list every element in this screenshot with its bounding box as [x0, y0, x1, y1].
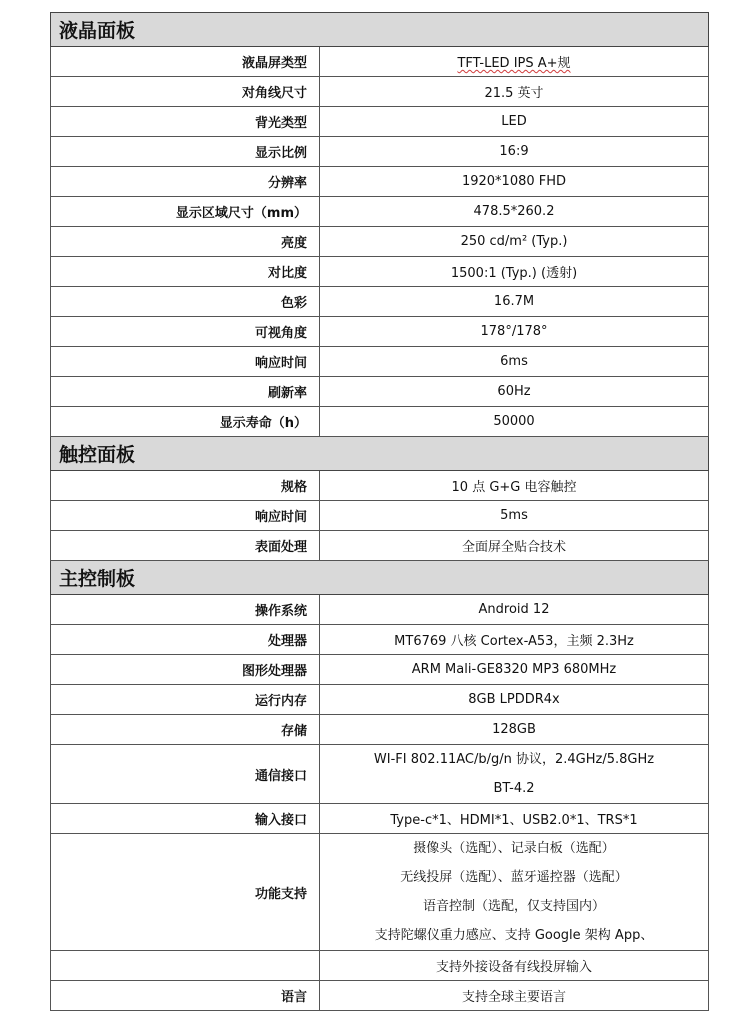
spec-label: 表面处理	[51, 531, 320, 561]
spec-value: MT6769 八核 Cortex-A53，主频 2.3Hz	[320, 625, 709, 655]
spec-label: 显示比例	[51, 137, 320, 167]
spec-row	[51, 167, 709, 197]
spec-label: 处理器	[51, 625, 320, 655]
spec-value: 16.7M	[320, 287, 709, 317]
spec-row	[51, 685, 709, 715]
spec-value-line: 摄像头（选配）、记录白板（选配）	[413, 841, 615, 856]
spec-value	[320, 745, 709, 804]
spec-value: 50000	[320, 407, 709, 437]
spec-row	[51, 317, 709, 347]
spec-value: 16:9	[320, 137, 709, 167]
spec-value: 250 cd/m² (Typ.)	[320, 227, 709, 257]
spec-row	[51, 595, 709, 625]
spec-label: 对角线尺寸	[51, 77, 320, 107]
spec-label: 刷新率	[51, 377, 320, 407]
spec-row	[51, 804, 709, 834]
spec-row	[51, 625, 709, 655]
spec-value: 8GB LPDDR4x	[320, 685, 709, 715]
spec-row	[51, 951, 709, 981]
spec-row	[51, 107, 709, 137]
spec-label: 色彩	[51, 287, 320, 317]
spec-label: 背光类型	[51, 107, 320, 137]
spec-label	[51, 951, 320, 981]
spec-value-line: 语音控制（选配，仅支持国内）	[423, 899, 606, 914]
spec-value: Type-c*1、HDMI*1、USB2.0*1、TRS*1	[320, 804, 709, 834]
spec-value: 支持全球主要语言	[320, 981, 709, 1011]
spec-row	[51, 47, 709, 77]
spec-row	[51, 745, 709, 804]
spec-label: 操作系统	[51, 595, 320, 625]
spec-value: 60Hz	[320, 377, 709, 407]
spec-row	[51, 347, 709, 377]
spec-label: 显示区域尺寸（mm）	[51, 197, 320, 227]
spec-label: 响应时间	[51, 501, 320, 531]
spec-label: 亮度	[51, 227, 320, 257]
spec-value-line: WI-FI 802.11AC/b/g/n 协议，2.4GHz/5.8GHz	[373, 752, 655, 767]
spec-row	[51, 197, 709, 227]
spec-value: 1920*1080 FHD	[320, 167, 709, 197]
spec-label: 分辨率	[51, 167, 320, 197]
spec-label: 对比度	[51, 257, 320, 287]
spec-value: ARM Mali-GE8320 MP3 680MHz	[320, 655, 709, 685]
spec-table	[50, 12, 709, 1011]
section-title: 触控面板	[51, 437, 709, 471]
spec-label: 语言	[51, 981, 320, 1011]
spec-label: 图形处理器	[51, 655, 320, 685]
spec-value	[320, 47, 709, 77]
spec-value-line: 无线投屏（选配）、蓝牙遥控器（选配）	[400, 870, 628, 885]
spec-row	[51, 377, 709, 407]
spec-row	[51, 77, 709, 107]
spec-value: Android 12	[320, 595, 709, 625]
spec-value: 21.5 英寸	[320, 77, 709, 107]
spec-label: 规格	[51, 471, 320, 501]
spec-value: 支持外接设备有线投屏输入	[320, 951, 709, 981]
spec-row	[51, 257, 709, 287]
section-header-lcd-panel	[51, 13, 709, 47]
section-header-touch-panel	[51, 437, 709, 471]
spec-row	[51, 715, 709, 745]
spec-value: 178°/178°	[320, 317, 709, 347]
spec-label: 功能支持	[51, 834, 320, 951]
spec-row	[51, 407, 709, 437]
spec-value: LED	[320, 107, 709, 137]
spec-value: 全面屏全贴合技术	[320, 531, 709, 561]
spec-label: 通信接口	[51, 745, 320, 804]
spec-label: 运行内存	[51, 685, 320, 715]
spec-value: 10 点 G+G 电容触控	[320, 471, 709, 501]
spec-value-line: 支持陀螺仪重力感应、支持 Google 架构 App、	[374, 928, 654, 943]
spec-row	[51, 227, 709, 257]
spec-row	[51, 531, 709, 561]
spec-row	[51, 287, 709, 317]
spec-label: 输入接口	[51, 804, 320, 834]
spec-row	[51, 655, 709, 685]
spec-value: 6ms	[320, 347, 709, 377]
spec-label: 响应时间	[51, 347, 320, 377]
spec-value: 128GB	[320, 715, 709, 745]
spec-row	[51, 471, 709, 501]
spec-label: 可视角度	[51, 317, 320, 347]
section-header-main-board	[51, 561, 709, 595]
spec-value	[320, 834, 709, 951]
spec-row	[51, 137, 709, 167]
section-title: 主控制板	[51, 561, 709, 595]
spec-value-line: BT-4.2	[493, 781, 535, 796]
spec-value-text: TFT-LED IPS A+规	[457, 56, 571, 71]
spec-label: 显示寿命（h）	[51, 407, 320, 437]
spec-value: 478.5*260.2	[320, 197, 709, 227]
spec-row	[51, 981, 709, 1011]
spec-label: 存储	[51, 715, 320, 745]
spec-sheet	[50, 12, 708, 1011]
spec-value: 1500:1 (Typ.) (透射)	[320, 257, 709, 287]
spec-label: 液晶屏类型	[51, 47, 320, 77]
spec-value: 5ms	[320, 501, 709, 531]
spec-row	[51, 501, 709, 531]
section-title: 液晶面板	[51, 13, 709, 47]
spec-row	[51, 834, 709, 951]
